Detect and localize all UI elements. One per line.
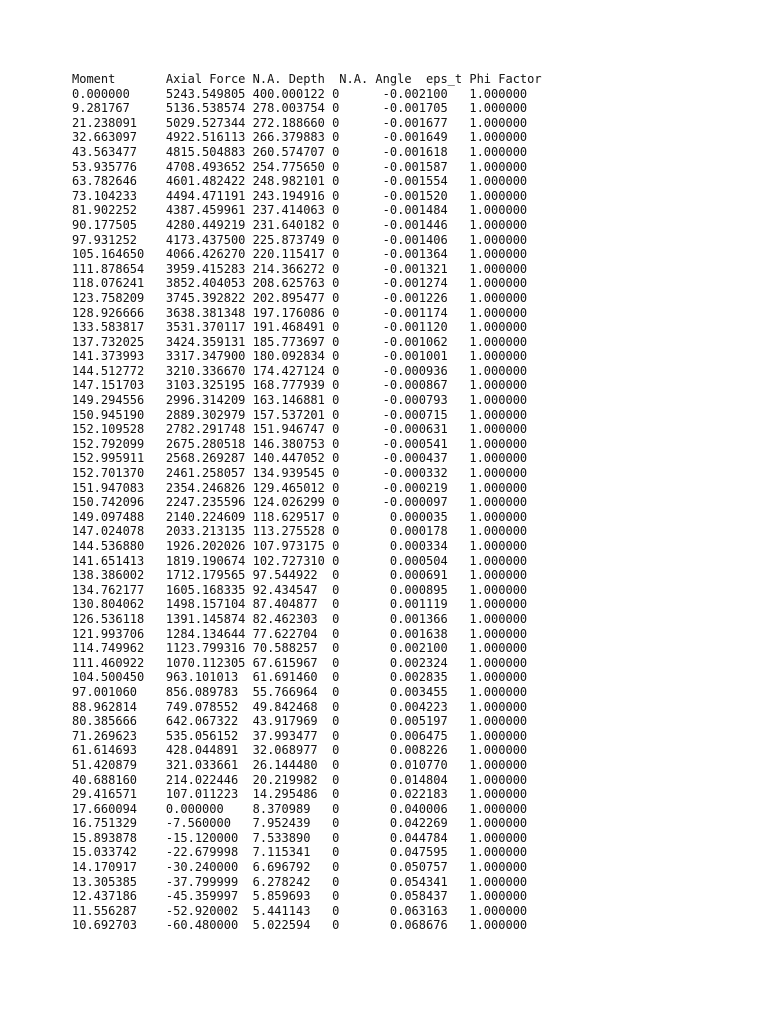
table-row: 111.460922 1070.112305 67.615967 0 0.002324 1.000000	[72, 655, 528, 670]
table-row: 105.164650 4066.426270 220.115417 0 -0.001364 1.000000	[72, 247, 528, 262]
table-row: 138.386002 1712.179565 97.544922 0 0.000691 1.000000	[72, 568, 528, 583]
table-row: 15.033742 -22.679998 7.115341 0 0.047595 1.000000	[72, 845, 528, 860]
table-row: 144.536880 1926.202026 107.973175 0 0.000334 1.000000	[72, 539, 528, 553]
table-row: 121.993706 1284.134644 77.622704 0 0.001638 1.000000	[72, 626, 528, 641]
table-row: 32.663097 4922.516113 266.379883 0 -0.001649 1.000000	[72, 130, 528, 145]
table-row: 29.416571 107.011223 14.295486 0 0.022183 1.000000	[72, 787, 528, 802]
table-row: 144.512772 3210.336670 174.427124 0 -0.000936 1.000000	[72, 363, 528, 378]
table-row: 13.305385 -37.799999 6.278242 0 0.054341 1.000000	[72, 874, 528, 889]
table-row: 21.238091 5029.527344 272.188660 0 -0.001677 1.000000	[72, 115, 528, 130]
table-row: 88.962814 749.078552 49.842468 0 0.004223 1.000000	[72, 699, 528, 714]
table-row: 114.749962 1123.799316 70.588257 0 0.002100 1.000000	[72, 641, 528, 656]
table-row: 16.751329 -7.560000 7.952439 0 0.042269 1.000000	[72, 816, 528, 831]
moment-axial-force-table	[72, 72, 542, 933]
table-row: 149.294556 2996.314209 163.146881 0 -0.000793 1.000000	[72, 393, 528, 408]
table-row: 151.947083 2354.246826 129.465012 0 -0.000219 1.000000	[72, 480, 528, 495]
table-row: 53.935776 4708.493652 254.775650 0 -0.001587 1.000000	[72, 159, 528, 174]
table-row: 152.995911 2568.269287 140.447052 0 -0.000437 1.000000	[72, 451, 528, 466]
table-row: 111.878654 3959.415283 214.366272 0 -0.001321 1.000000	[72, 261, 528, 276]
table-row: 130.804062 1498.157104 87.404877 0 0.001119 1.000000	[72, 597, 528, 612]
table-header: Moment Axial Force N.A. Depth N.A. Angle eps_t Phi Factor	[72, 72, 542, 86]
table-row: 17.660094 0.000000 8.370989 0 0.040006 1.000000	[72, 801, 528, 816]
table-row: 11.556287 -52.920002 5.441143 0 0.063163 1.000000	[72, 903, 528, 918]
table-row: 40.688160 214.022446 20.219982 0 0.014804 1.000000	[72, 772, 528, 787]
table-row: 61.614693 428.044891 32.068977 0 0.008226 1.000000	[72, 743, 528, 758]
table-row: 104.500450 963.101013 61.691460 0 0.002835 1.000000	[72, 670, 528, 685]
table-row: 128.926666 3638.381348 197.176086 0 -0.001174 1.000000	[72, 305, 528, 320]
table-row: 133.583817 3531.370117 191.468491 0 -0.001120 1.000000	[72, 320, 528, 335]
table-row: 63.782646 4601.482422 248.982101 0 -0.001554 1.000000	[72, 174, 528, 189]
table-row: 118.076241 3852.404053 208.625763 0 -0.001274 1.000000	[72, 276, 528, 291]
table-row: 152.109528 2782.291748 151.946747 0 -0.000631 1.000000	[72, 422, 528, 437]
table-row: 43.563477 4815.504883 260.574707 0 -0.001618 1.000000	[72, 144, 528, 159]
table-row: 123.758209 3745.392822 202.895477 0 -0.001226 1.000000	[72, 290, 528, 305]
table-row: 97.001060 856.089783 55.766964 0 0.003455 1.000000	[72, 684, 528, 699]
table-row: 73.104233 4494.471191 243.194916 0 -0.001520 1.000000	[72, 188, 528, 203]
table-row: 90.177505 4280.449219 231.640182 0 -0.001446 1.000000	[72, 217, 528, 232]
table-row: 147.024078 2033.213135 113.275528 0 0.000178 1.000000	[72, 524, 528, 539]
table-row: 12.437186 -45.359997 5.859693 0 0.058437 1.000000	[72, 889, 528, 904]
table-row: 141.373993 3317.347900 180.092834 0 -0.001001 1.000000	[72, 349, 528, 364]
table-row: 152.792099 2675.280518 146.380753 0 -0.000541 1.000000	[72, 436, 528, 451]
table-row: 126.536118 1391.145874 82.462303 0 0.001366 1.000000	[72, 611, 528, 626]
table-row: 9.281767 5136.538574 278.003754 0 -0.001705 1.000000	[72, 101, 528, 116]
table-row: 10.692703 -60.480000 5.022594 0 0.068676 1.000000	[72, 918, 528, 933]
table-row: 150.945190 2889.302979 157.537201 0 -0.000715 1.000000	[72, 407, 528, 422]
table-row: 15.893878 -15.120000 7.533890 0 0.044784 1.000000	[72, 830, 528, 845]
table-row: 81.902252 4387.459961 237.414063 0 -0.001484 1.000000	[72, 203, 528, 218]
table-row: 152.701370 2461.258057 134.939545 0 -0.000332 1.000000	[72, 466, 528, 481]
table-row: 147.151703 3103.325195 168.777939 0 -0.000867 1.000000	[72, 378, 528, 393]
table-row: 134.762177 1605.168335 92.434547 0 0.000895 1.000000	[72, 582, 528, 597]
table-row: 80.385666 642.067322 43.917969 0 0.005197 1.000000	[72, 714, 528, 729]
table-row: 0.000000 5243.549805 400.000122 0 -0.002100 1.000000	[72, 86, 528, 101]
table-row: 141.651413 1819.190674 102.727310 0 0.000504 1.000000	[72, 553, 528, 568]
table-row: 137.732025 3424.359131 185.773697 0 -0.001062 1.000000	[72, 334, 528, 349]
table-row: 51.420879 321.033661 26.144480 0 0.010770 1.000000	[72, 757, 528, 772]
table-row: 71.269623 535.056152 37.993477 0 0.006475 1.000000	[72, 728, 528, 743]
table-row: 149.097488 2140.224609 118.629517 0 0.000035 1.000000	[72, 509, 528, 524]
table-row: 150.742096 2247.235596 124.026299 0 -0.000097 1.000000	[72, 495, 528, 510]
table-row: 14.170917 -30.240000 6.696792 0 0.050757 1.000000	[72, 860, 528, 875]
table-row: 97.931252 4173.437500 225.873749 0 -0.001406 1.000000	[72, 232, 528, 247]
